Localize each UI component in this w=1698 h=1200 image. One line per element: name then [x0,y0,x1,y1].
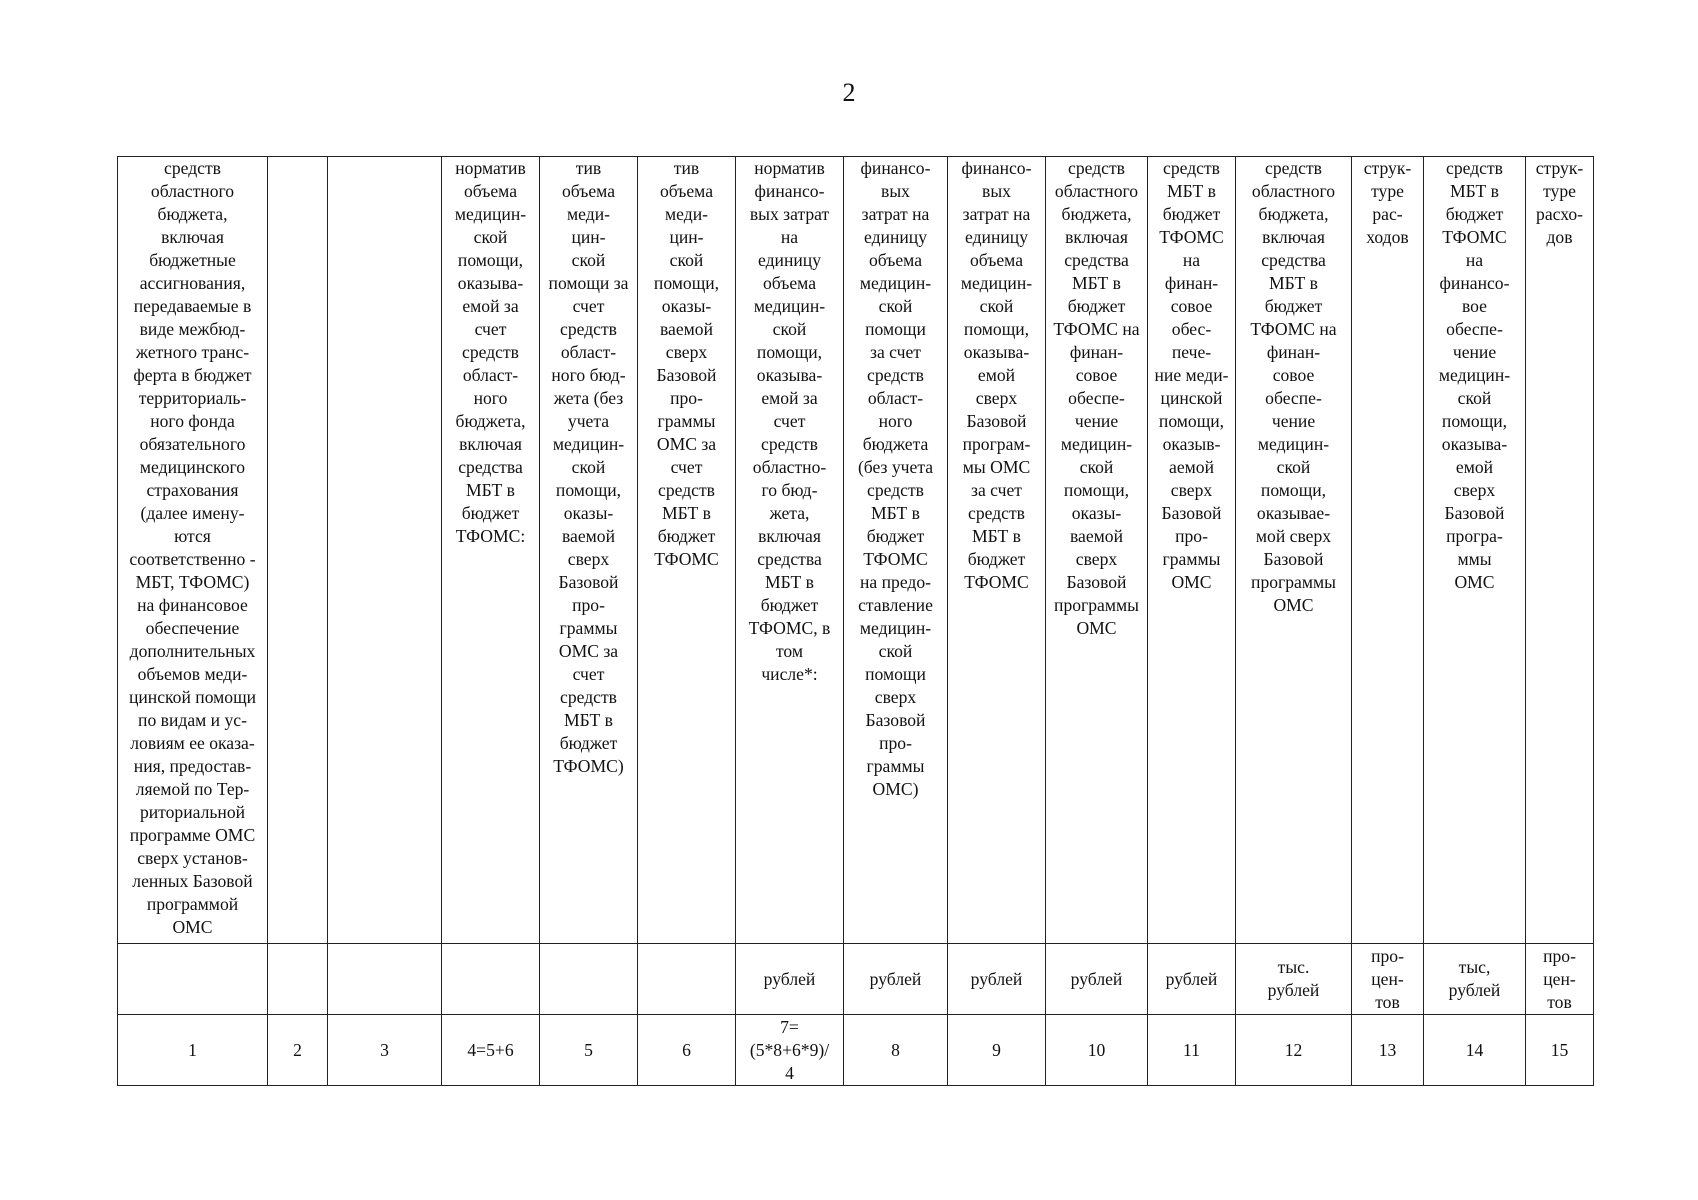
number-cell [268,1015,328,1086]
number-text: 8 [891,1039,900,1060]
unit-cell [948,944,1046,1015]
number-text: 5 [584,1039,593,1060]
unit-text: рублей [1070,968,1123,989]
header-cell [1236,157,1352,944]
number-cell [328,1015,442,1086]
unit-cell [442,944,540,1015]
unit-text: рублей [763,968,816,989]
header-text: средств областного бюджета, включая средства МБТ в бюджет ТФОМС на финан- совое обеспе- чение медицин- ской помощи, оказывае- мой сверх Базовой программы ОМС [1250,158,1337,615]
unit-text: про- цен- тов [1543,945,1576,1012]
unit-text: тыс, рублей [1448,957,1501,1000]
header-text: струк- туре рас- ходов [1363,158,1412,247]
unit-text: рублей [1165,968,1218,989]
number-text: 15 [1550,1039,1569,1060]
header-cell [540,157,638,944]
number-cell [1046,1015,1148,1086]
header-cell [736,157,844,944]
unit-cell [1236,944,1352,1015]
unit-cell [1046,944,1148,1015]
unit-cell [118,944,268,1015]
number-cell [638,1015,736,1086]
header-text: тив объема меди- цин- ской помощи за счет средств област- ного бюд- жета (без учета медицин- ской помощи, оказы- ваемой сверх Базовой про- граммы ОМС за счет средств МБТ в бюджет ТФОМС) [548,158,629,776]
header-cell [268,157,328,944]
unit-cell [540,944,638,1015]
header-cell [1046,157,1148,944]
unit-text: рублей [869,968,922,989]
header-cell [118,157,268,944]
header-text: средств областного бюджета, включая средства МБТ в бюджет ТФОМС на финан- совое обеспе- чение медицин- ской помощи, оказы- ваемой сверх Базовой программы ОМС [1053,158,1140,638]
number-cell [844,1015,948,1086]
number-cell [1352,1015,1424,1086]
unit-cell [328,944,442,1015]
header-text: финансо- вых затрат на единицу объема медицин- ской помощи, оказыва- емой сверх Базовой програм- мы ОМС за счет средств МБТ в бюджет ТФОМС [960,158,1033,592]
number-text: 4=5+6 [467,1039,514,1060]
header-text: финансо- вых затрат на единицу объема медицин- ской помощи за счет средств област- ного бюджета (без учета средств МБТ в бюджет ТФОМС на предо- ставление медицин- ской помощи сверх Базовой про- граммы ОМС) [857,158,934,799]
unit-text: тыс. рублей [1267,957,1320,1000]
page-number: 2 [842,78,856,107]
unit-text: про- цен- тов [1371,945,1404,1012]
header-cell [1526,157,1594,944]
number-text: 6 [682,1039,691,1060]
unit-cell [736,944,844,1015]
header-cell [638,157,736,944]
number-text: 2 [293,1039,302,1060]
number-cell [1148,1015,1236,1086]
number-text: 12 [1284,1039,1303,1060]
units-row [118,944,1594,1015]
header-cell [442,157,540,944]
header-cell [1148,157,1236,944]
number-text: 13 [1378,1039,1397,1060]
column-numbers-row [118,1015,1594,1086]
number-text: 1 [188,1039,197,1060]
header-cell [328,157,442,944]
number-cell [1236,1015,1352,1086]
number-text: 9 [992,1039,1001,1060]
number-text: 11 [1183,1039,1200,1060]
header-text: средств МБТ в бюджет ТФОМС на финан- совое обес- пече- ние меди- цинской помощи, оказыв- аемой сверх Базовой про- граммы ОМС [1154,158,1229,592]
unit-cell [1526,944,1594,1015]
number-cell [948,1015,1046,1086]
header-cell [844,157,948,944]
number-cell [442,1015,540,1086]
unit-text: рублей [970,968,1023,989]
number-cell [118,1015,268,1086]
unit-cell [1424,944,1526,1015]
number-cell [1424,1015,1526,1086]
unit-cell [638,944,736,1015]
number-text: 14 [1465,1039,1484,1060]
number-cell [1526,1015,1594,1086]
header-text: норматив объема медицин- ской помощи, оказыва- емой за счет средств област- ного бюджета, включая средства МБТ в бюджет ТФОМС: [454,158,527,546]
header-text: средств МБТ в бюджет ТФОМС на финансо- вое обеспе- чение медицин- ской помощи, оказыва- емой сверх Базовой програ- ммы ОМС [1438,158,1511,592]
number-text: 10 [1087,1039,1106,1060]
unit-cell [844,944,948,1015]
header-cell [948,157,1046,944]
header-text: средств областного бюджета, включая бюджетные ассигнования, передаваемые в виде межбюд- жетного транс- ферта в бюджет территориаль- ного фонда обязательного медицинского страхования (далее имену- ются соответственно - МБТ, ТФОМС) на финансовое обеспечение дополнительных объемов меди- цинской помощи по видам и ус- ловиям ее оказа- ния, предостав- ляемой по Тер- риториальной программе ОМС сверх установ- ленных Базовой программой ОМС [128,158,257,937]
header-row [118,157,1594,944]
unit-cell [1352,944,1424,1015]
header-text: струк- туре расхо- дов [1535,158,1584,247]
unit-cell [1148,944,1236,1015]
header-cell [1352,157,1424,944]
number-cell [540,1015,638,1086]
number-text: 3 [380,1039,389,1060]
header-cell [1424,157,1526,944]
header-text: тив объема меди- цин- ской помощи, оказы- ваемой сверх Базовой про- граммы ОМС за счет средств МБТ в бюджет ТФОМС [653,158,720,569]
header-text: норматив финансо- вых затрат на единицу объема медицин- ской помощи, оказыва- емой за счет средств областно- го бюд- жета, включая средства МБТ в бюджет ТФОМС, в том числе*: [748,158,831,684]
number-cell [736,1015,844,1086]
unit-cell [268,944,328,1015]
budget-table [117,156,1594,1086]
number-text: 7= (5*8+6*9)/ 4 [749,1016,830,1083]
